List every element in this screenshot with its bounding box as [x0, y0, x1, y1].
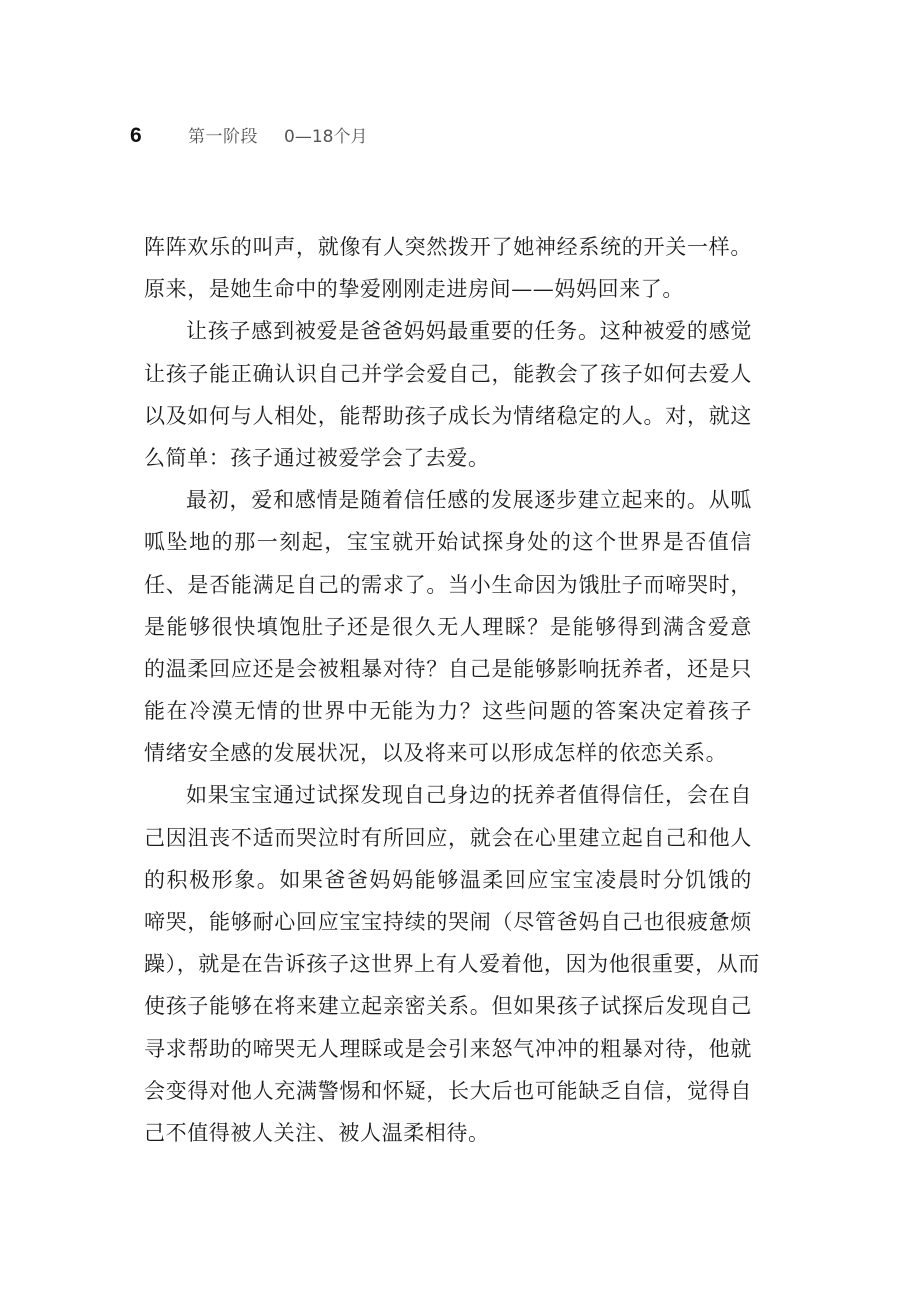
text-line: 会变得对他人充满警惕和怀疑，长大后也可能缺乏自信，觉得自 [144, 1078, 752, 1103]
page-number: 6 [130, 124, 142, 147]
text-line: 以及如何与人相处，能帮助孩子成长为情绪稳定的人。对，就这 [144, 403, 752, 428]
text-line: 啼哭，能够耐心回应宝宝持续的哭闹（尽管爸妈自己也很疲惫烦 [144, 910, 752, 934]
paragraph [144, 774, 760, 1154]
text-line: 己不值得被人关注、被人温柔相待。 [144, 1120, 490, 1145]
text-line: 如果宝宝通过试探发现自己身边的抚养者值得信任，会在自 [186, 783, 752, 808]
text-line: 呱坠地的那一刻起，宝宝就开始试探身处的这个世界是否值信 [144, 530, 752, 555]
text-line: 使孩子能够在将来建立起亲密关系。但如果孩子试探后发现自己 [144, 994, 752, 1019]
running-header [130, 122, 367, 152]
paragraph [144, 226, 752, 310]
text-line: 是能够很快填饱肚子还是很久无人理睬？是能够得到满含爱意 [144, 614, 752, 639]
text-line: 阵阵欢乐的叫声，就像有人突然拨开了她神经系统的开关一样。 [144, 235, 752, 259]
text-line: 让孩子能正确认识自己并学会爱自己，能教会了孩子如何去爱人 [144, 361, 752, 386]
text-line: 能在冷漠无情的世界中无能为力？这些问题的答案决定着孩子 [144, 699, 752, 724]
section-age-range: 0—18个月 [284, 127, 368, 147]
text-line: 让孩子感到被爱是爸爸妈妈最重要的任务。这种被爱的感觉 [186, 319, 752, 344]
text-line: 情绪安全感的发展状况，以及将来可以形成怎样的依恋关系。 [144, 741, 728, 766]
section-title: 第一阶段 [188, 127, 258, 147]
text-line: 原来，是她生命中的挚爱刚刚走进房间——妈妈回来了。 [144, 277, 684, 302]
text-line: 的温柔回应还是会被粗暴对待？自己是能够影响抚养者，还是只 [144, 656, 752, 681]
text-line: 寻求帮助的啼哭无人理睬或是会引来怒气冲冲的粗暴对待，他就 [144, 1036, 752, 1061]
paragraph [144, 479, 752, 774]
text-line: 任、是否能满足自己的需求了。当小生命因为饿肚子而啼哭时， [144, 572, 752, 597]
text-line: 的积极形象。如果爸爸妈妈能够温柔回应宝宝凌晨时分饥饿的 [144, 867, 752, 892]
paragraph [144, 310, 752, 479]
text-line: 么简单：孩子通过被爱学会了去爱。 [144, 445, 490, 470]
text-line: 躁），就是在告诉孩子这世界上有人爱着他，因为他很重要，从而 [144, 952, 760, 977]
text-line: 己因沮丧不适而哭泣时有所回应，就会在心里建立起自己和他人 [144, 825, 752, 850]
body-text [144, 226, 760, 1154]
text-line: 最初，爱和感情是随着信任感的发展逐步建立起来的。从呱 [186, 488, 752, 513]
